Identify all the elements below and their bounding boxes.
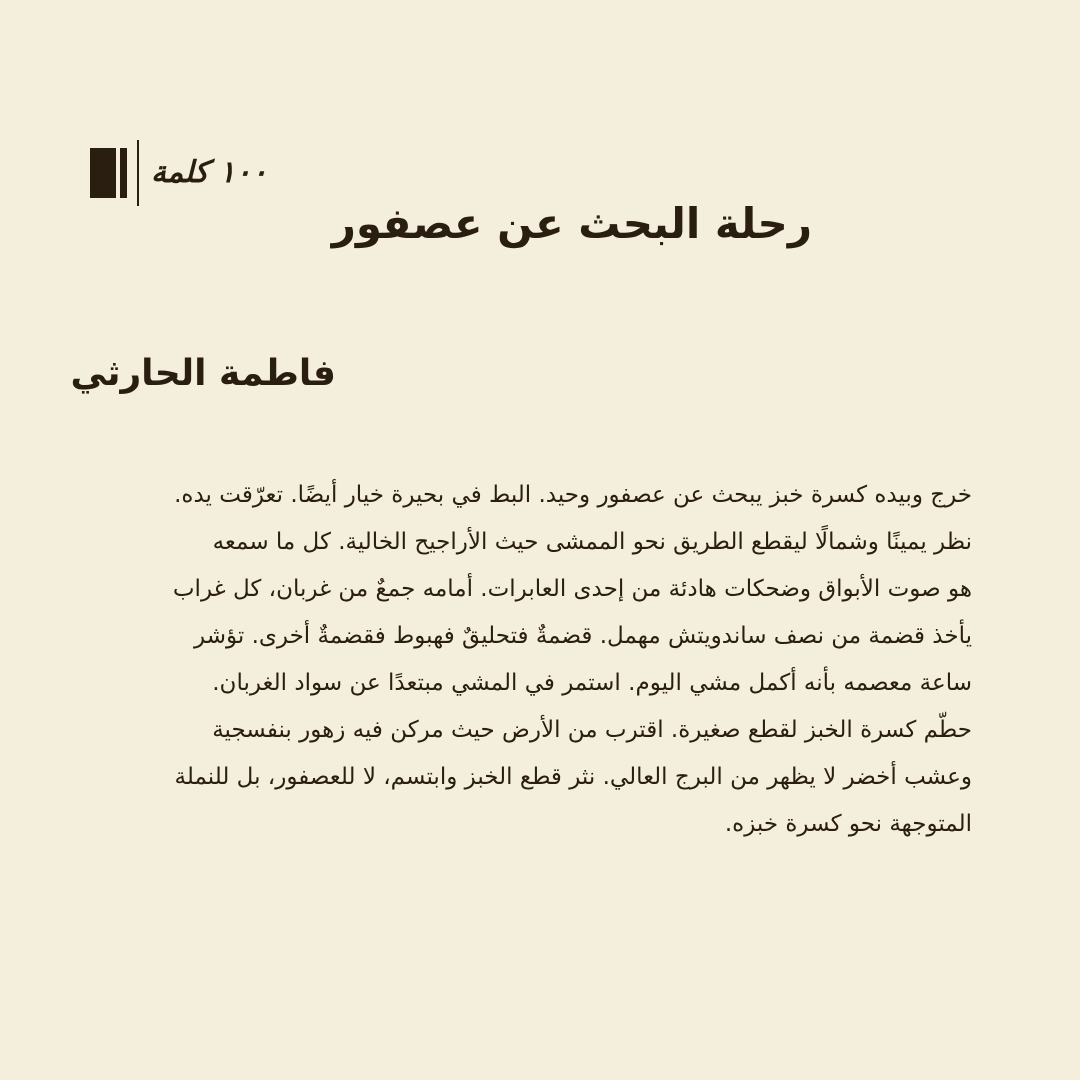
story-line: المتوجهة نحو كسرة خبزه. [724,811,972,837]
book-icon [90,148,128,198]
story-line: ساعة معصمه بأنه أكمل مشي اليوم. استمر في المشي مبتعدًا عن سواد الغربان. [212,670,972,696]
story-line: هو صوت الأبواق وضحكات هادئة من إحدى العابرات. أمامه جمعٌ من غربان، كل غراب [172,576,972,602]
story-body [120,472,972,848]
brand-name: ١٠٠ كلمة [151,155,268,190]
story-line: خرج وبيده كسرة خبز يبحث عن عصفور وحيد. البط في بحيرة خيار أيضًا. تعرّقت يده. [174,482,972,508]
book-icon-spine [120,148,127,198]
story-title: رحلة البحث عن عصفور [331,199,812,248]
story-line: وعشب أخضر لا يظهر من البرج العالي. نثر قطع الخبز وابتسم، لا للعصفور، بل للنملة [174,764,972,790]
story-line: نظر يمينًا وشمالًا ليقطع الطريق نحو الممشى حيث الأراجيح الخالية. كل ما سمعه [212,529,972,555]
story-line: يأخذ قضمة من نصف ساندويتش مهمل. قضمةٌ فتحليقٌ فهبوط فقضمةٌ أخرى. تؤشر [194,623,972,649]
story-line: حطّم كسرة الخبز لقطع صغيرة. اقترب من الأرض حيث مركن فيه زهور بنفسجية [212,717,972,743]
author-name: فاطمة الحارثي [70,353,336,394]
book-icon-cover [90,148,116,198]
